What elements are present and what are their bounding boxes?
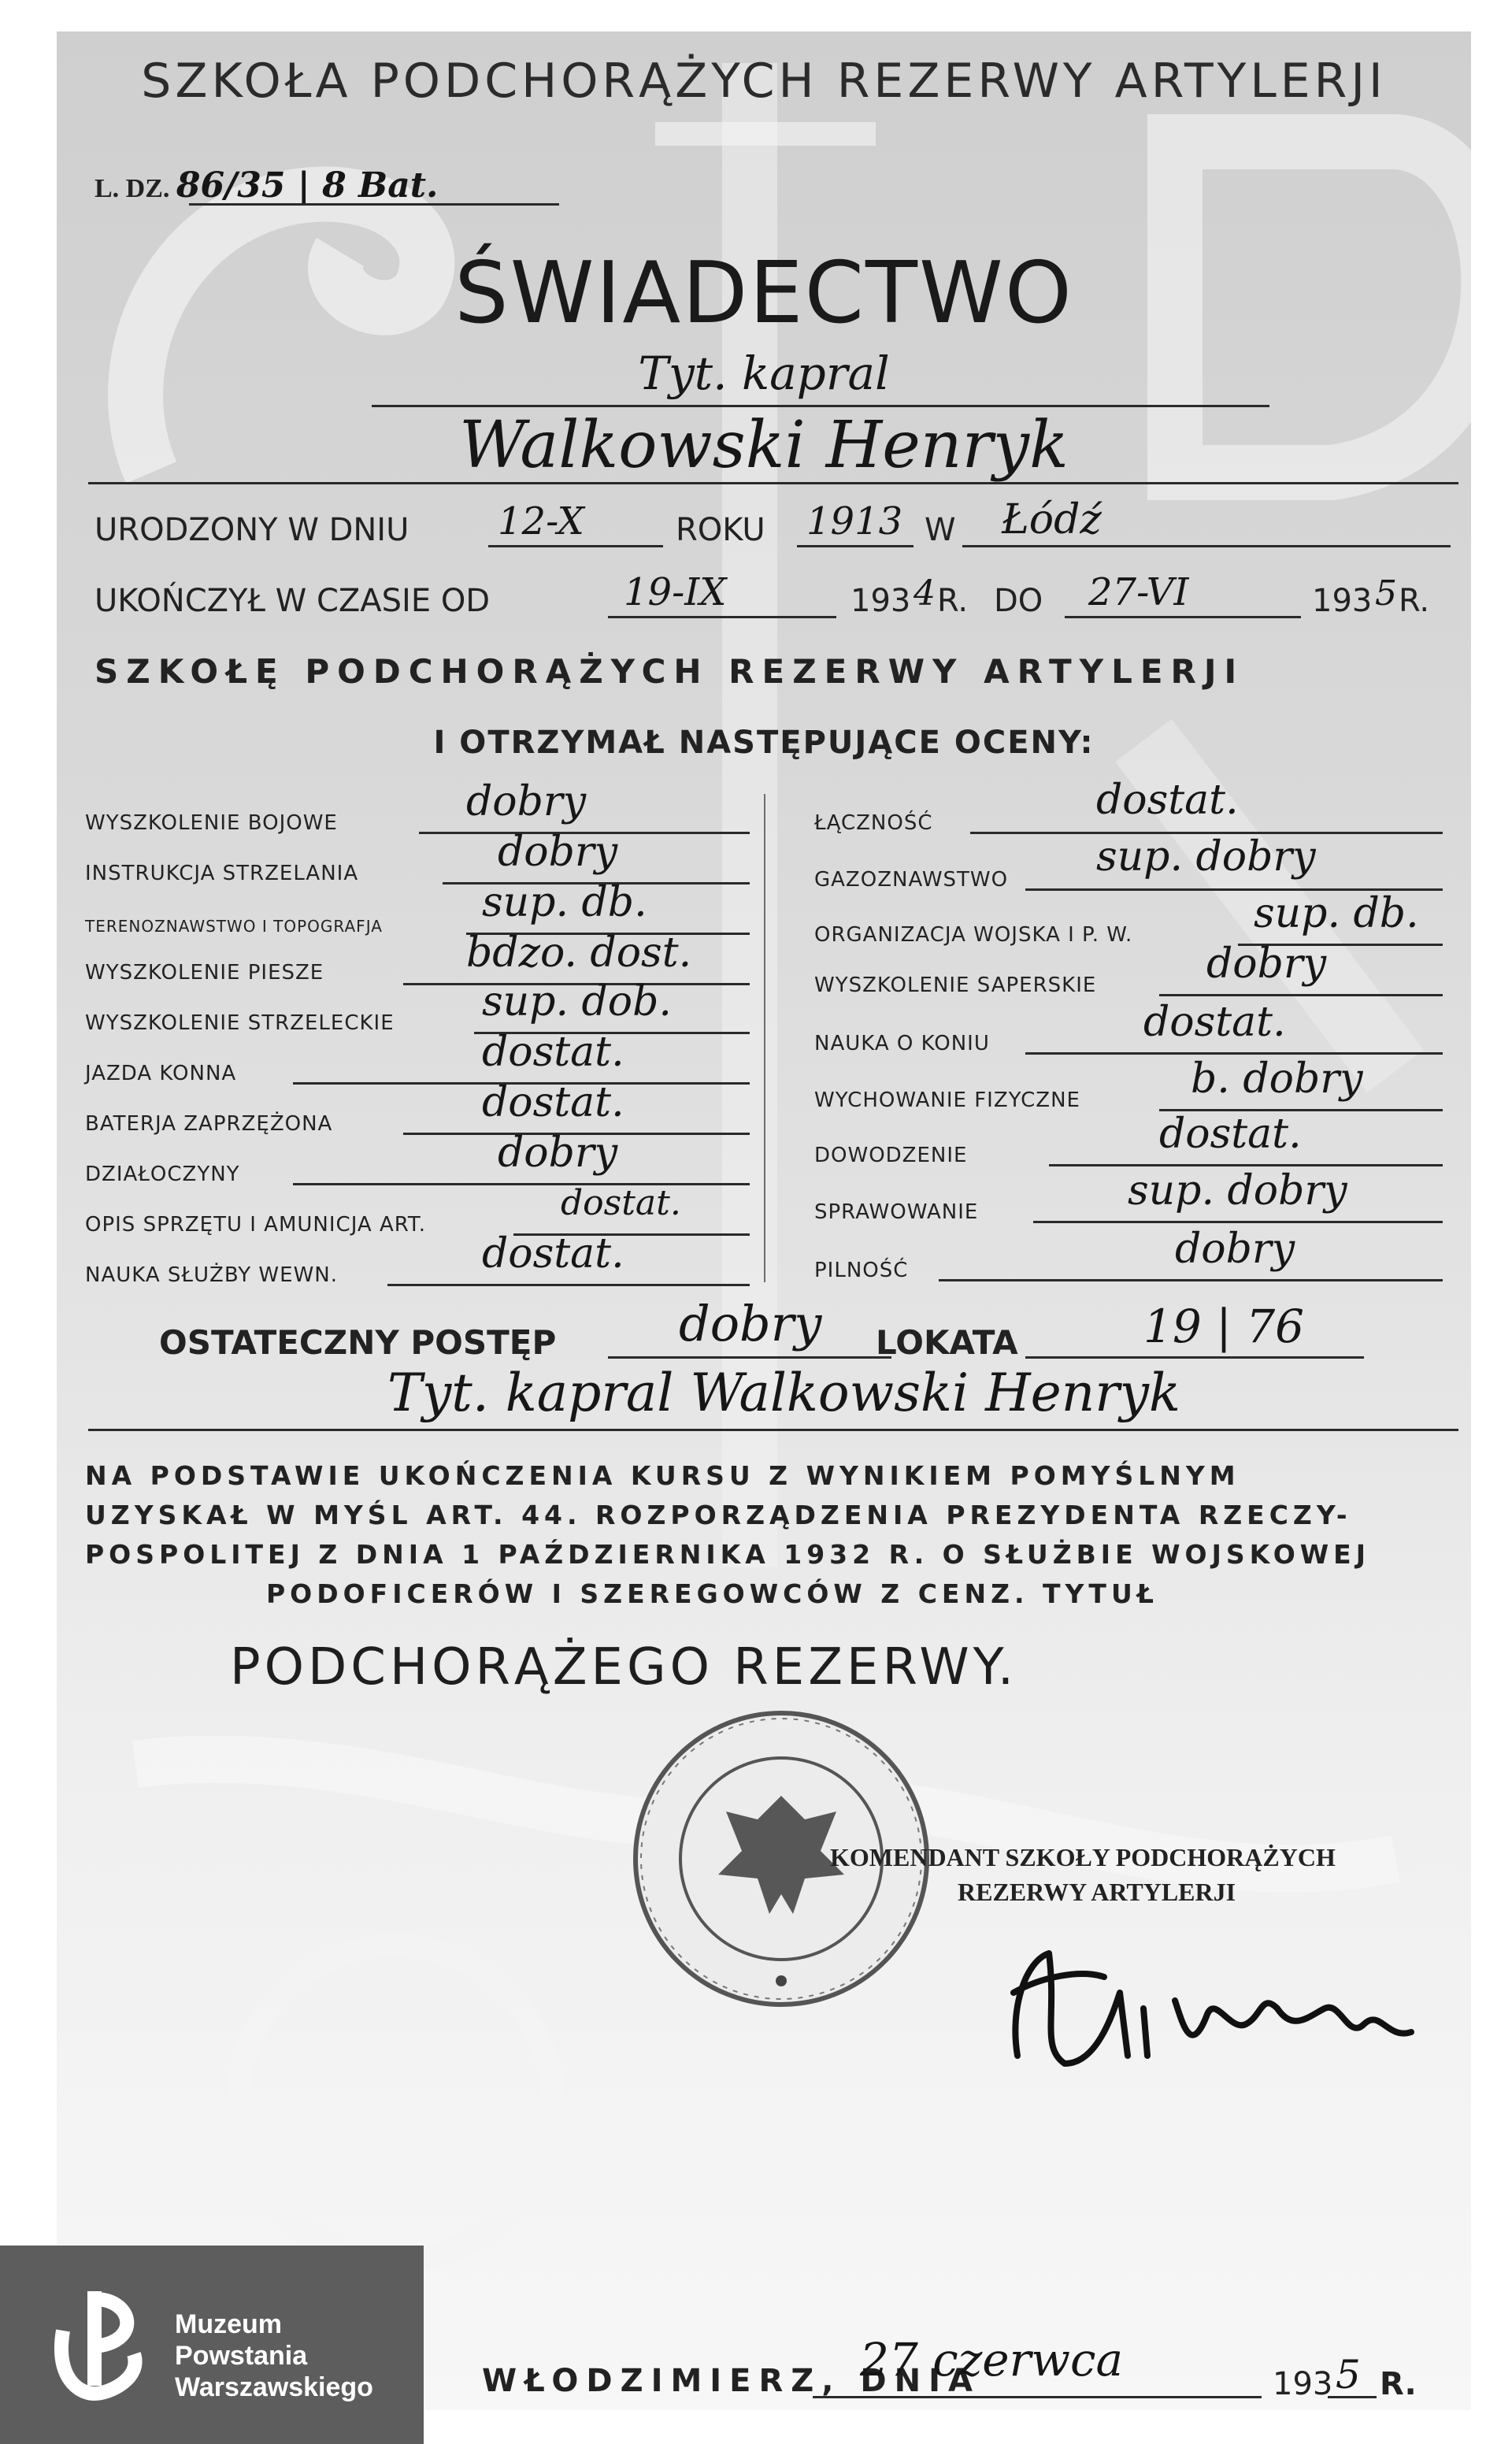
grades-heading: I OTRZYMAŁ NASTĘPUJĄCE OCENY: xyxy=(433,725,1095,761)
born-place: Łódź xyxy=(1002,496,1102,543)
to-date: 27-VI xyxy=(1088,570,1189,614)
issue-date: 27 czerwca xyxy=(860,2333,1124,2387)
reference-number xyxy=(94,165,438,206)
issue-year-digit: 5 xyxy=(1336,2352,1361,2398)
grade-value: dostat. xyxy=(482,1029,624,1076)
grade-label: ORGANIZACJA WOJSKA I P. W. xyxy=(814,923,1133,947)
paragraph-line: UZYSKAŁ W MYŚL ART. 44. ROZPORZĄDZENIA PREZYDENTA RZECZY- xyxy=(85,1500,1352,1530)
grade-label: TERENOZNAWSTWO I TOPOGRAFJA xyxy=(85,917,383,936)
place-label: WŁODZIMIERZ, DNIA xyxy=(482,2363,980,2399)
grade-label: INSTRUKCJA STRZELANIA xyxy=(85,862,359,885)
grade-label: ŁĄCZNOŚĆ xyxy=(814,811,933,835)
grade-label: NAUKA SŁUŻBY WEWN. xyxy=(85,1263,338,1287)
grade-value: dobry xyxy=(498,1129,618,1177)
holder-rank: Tyt. kapral xyxy=(638,347,890,400)
grade-value: dostat. xyxy=(1159,1111,1302,1158)
page-title: ŚWIADECTWO xyxy=(454,244,1073,343)
born-day: 12-X xyxy=(498,499,584,543)
grade-value: sup. db. xyxy=(482,879,647,926)
ldz-value: 86/35 | 8 Bat. xyxy=(176,165,439,206)
from-date: 19-IX xyxy=(624,570,727,614)
grade-value: dostat. xyxy=(561,1183,681,1223)
name-repeat: Tyt. kapral Walkowski Henryk xyxy=(387,1363,1181,1423)
commandant-line2: REZERWY ARTYLERJI xyxy=(958,1878,1236,1906)
grade-value: bdzo. dost. xyxy=(466,929,692,977)
grade-label: BATERJA ZAPRZĘŻONA xyxy=(85,1112,333,1136)
to-year-digit: 5 xyxy=(1375,573,1397,614)
from-year-prefix: 193 xyxy=(850,583,911,619)
grade-value: dobry xyxy=(466,778,587,825)
grade-label: DZIAŁOCZYNY xyxy=(85,1163,240,1186)
grade-value: dostat. xyxy=(482,1079,624,1126)
grade-label: WYSZKOLENIE SAPERSKIE xyxy=(814,974,1097,997)
r-label-2: R. xyxy=(1399,583,1430,619)
lokata-label: LOKATA xyxy=(876,1323,1018,1362)
museum-logo-block xyxy=(0,2246,424,2444)
grade-value: dostat. xyxy=(1143,999,1286,1046)
paragraph-line: PODOFICERÓW I SZEREGOWCÓW Z CENZ. TYTUŁ xyxy=(266,1578,1158,1609)
to-year-prefix: 193 xyxy=(1312,583,1373,619)
grade-value: b. dobry xyxy=(1191,1055,1363,1103)
grade-value: sup. dobry xyxy=(1128,1167,1347,1215)
lokata-value: 19 | 76 xyxy=(1143,1300,1305,1353)
rank-awarded: PODCHORĄŻEGO REZERWY. xyxy=(230,1638,1018,1697)
r-label-1: R. xyxy=(937,583,969,619)
paragraph-line: POSPOLITEJ Z DNIA 1 PAŹDZIERNIKA 1932 R. O SŁUŻBIE WOJSKOWEJ xyxy=(85,1539,1370,1570)
school-line: SZKOŁĘ PODCHORĄŻYCH REZERWY ARTYLERJI xyxy=(94,652,1245,691)
museum-line1: Muzeum xyxy=(175,2309,282,2339)
born-label: URODZONY W DNIU xyxy=(94,512,410,548)
grade-value: sup. dobry xyxy=(1096,833,1316,881)
commandant-line1: KOMENDANT SZKOŁY PODCHORĄŻYCH xyxy=(830,1843,1336,1871)
from-year-digit: 4 xyxy=(914,573,936,614)
final-value: dobry xyxy=(679,1295,822,1352)
grade-label: DOWODZENIE xyxy=(814,1144,968,1167)
paragraph-line: NA PODSTAWIE UKOŃCZENIA KURSU Z WYNIKIEM POMYŚLNYM xyxy=(85,1460,1240,1491)
year-label: ROKU xyxy=(676,512,765,548)
grade-value: dostat. xyxy=(482,1230,624,1278)
museum-line3: Warszawskiego xyxy=(175,2372,373,2402)
certificate-sheet xyxy=(57,32,1471,2410)
grade-value: dobry xyxy=(498,829,618,876)
final-label: OSTATECZNY POSTĘP xyxy=(159,1323,557,1362)
grades-divider xyxy=(764,794,765,1282)
grade-label: SPRAWOWANIE xyxy=(814,1200,979,1224)
grade-label: PILNOŚĆ xyxy=(814,1259,909,1282)
to-label: DO xyxy=(994,583,1043,619)
grade-value: dostat. xyxy=(1096,777,1239,824)
in-label: W xyxy=(925,512,956,548)
signature xyxy=(994,1922,1435,2103)
school-header: SZKOŁA PODCHORĄŻYCH REZERWY ARTYLERJI xyxy=(141,54,1387,109)
holder-name: Walkowski Henryk xyxy=(459,408,1069,483)
grade-value: sup. db. xyxy=(1254,890,1419,937)
grade-label: WYSZKOLENIE PIESZE xyxy=(85,961,324,985)
grade-label: OPIS SPRZĘTU I AMUNICJA ART. xyxy=(85,1213,426,1237)
grade-label: JAZDA KONNA xyxy=(85,1062,237,1085)
grade-label: WYSZKOLENIE BOJOWE xyxy=(85,811,338,835)
issue-r-label: R. xyxy=(1380,2366,1417,2402)
completed-label: UKOŃCZYŁ W CZASIE OD xyxy=(94,583,491,619)
grade-value: dobry xyxy=(1206,940,1327,988)
issue-year-prefix: 193 xyxy=(1273,2366,1333,2402)
grade-label: GAZOZNAWSTWO xyxy=(814,868,1009,892)
museum-line2: Powstania xyxy=(175,2341,308,2371)
grade-label: NAUKA O KONIU xyxy=(814,1032,990,1055)
grade-label: WYSZKOLENIE STRZELECKIE xyxy=(85,1011,395,1035)
anchor-logo-icon xyxy=(47,2283,158,2401)
ldz-label: L. DZ. xyxy=(94,174,170,203)
born-year: 1913 xyxy=(806,499,903,543)
museum-name xyxy=(175,2309,373,2403)
grade-label: WYCHOWANIE FIZYCZNE xyxy=(814,1088,1080,1112)
grade-value: sup. dob. xyxy=(482,978,672,1025)
grade-value: dobry xyxy=(1175,1226,1295,1273)
